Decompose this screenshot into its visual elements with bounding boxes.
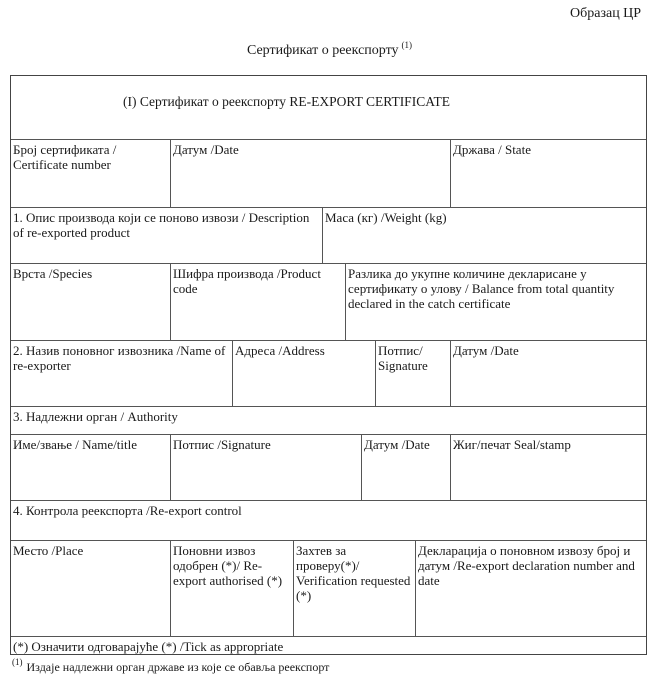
page-title bbox=[0, 40, 659, 59]
divider bbox=[11, 540, 646, 541]
certificate-form bbox=[10, 75, 647, 655]
divider bbox=[11, 500, 646, 501]
balance-field[interactable]: Разлика до укупне количине декларисане у сертификату о улову / Balance from total quantity declared in the catch certificate bbox=[348, 266, 615, 311]
reexporter-date-field[interactable]: Датум /Date bbox=[453, 343, 519, 358]
divider bbox=[450, 434, 451, 500]
divider bbox=[11, 207, 646, 208]
address-field[interactable]: Адреса /Address bbox=[235, 343, 325, 358]
divider bbox=[361, 434, 362, 500]
divider bbox=[450, 340, 451, 406]
divider bbox=[170, 139, 171, 207]
divider bbox=[170, 434, 171, 500]
divider bbox=[450, 139, 451, 207]
weight-field[interactable]: Маса (кг) /Weight (kg) bbox=[325, 210, 447, 225]
footnote-text: Издаје надлежни орган државе из које се обавља реекспорт bbox=[26, 660, 330, 674]
divider bbox=[11, 139, 646, 140]
certificate-header: (I) Сертификат о реекспорту RE-EXPORT CERTIFICATE bbox=[123, 94, 450, 109]
divider bbox=[170, 263, 171, 340]
authority-signature-field[interactable]: Потпис /Signature bbox=[173, 437, 271, 452]
title-text: Сертификат о реекспорту bbox=[246, 43, 399, 58]
divider bbox=[11, 434, 646, 435]
species-field[interactable]: Врста /Species bbox=[13, 266, 93, 281]
divider bbox=[415, 540, 416, 636]
divider bbox=[11, 636, 646, 637]
divider bbox=[293, 540, 294, 636]
divider bbox=[375, 340, 376, 406]
divider bbox=[345, 263, 346, 340]
product-description-field[interactable]: 1. Опис производа који се поново извози / Description of re-exported product bbox=[13, 210, 310, 240]
divider bbox=[322, 207, 323, 263]
authority-date-field[interactable]: Датум /Date bbox=[364, 437, 430, 452]
declaration-number-date-field[interactable]: Декларација о поновном извозу број и датум /Re-export declaration number and date bbox=[418, 543, 635, 588]
place-field[interactable]: Место /Place bbox=[13, 543, 84, 558]
reexport-control-section-label: 4. Контрола реекспорта /Re-export control bbox=[13, 503, 242, 518]
divider bbox=[11, 340, 646, 341]
verification-requested-checkbox[interactable]: Захтев за проверу(*)/ Verification requested (*) bbox=[296, 543, 411, 603]
product-code-field[interactable]: Шифра производа /Product code bbox=[173, 266, 321, 296]
form-code-label: Образац ЦР bbox=[570, 6, 642, 21]
divider bbox=[11, 406, 646, 407]
divider bbox=[170, 540, 171, 636]
divider bbox=[232, 340, 233, 406]
date-field[interactable]: Датум /Date bbox=[173, 142, 239, 157]
title-footnote-mark: (1) bbox=[401, 40, 413, 50]
tick-note: (*) Означити одговарајуће (*) /Tick as appropriate bbox=[13, 639, 284, 654]
authority-section-label: 3. Надлежни орган / Authority bbox=[13, 409, 178, 424]
seal-stamp-field[interactable]: Жиг/печат Seal/stamp bbox=[453, 437, 571, 452]
reexporter-signature-field[interactable]: Потпис/ Signature bbox=[378, 343, 428, 373]
certificate-number-field[interactable]: Број сертификата / Certificate number bbox=[13, 142, 117, 172]
footnote bbox=[12, 657, 329, 675]
divider bbox=[11, 263, 646, 264]
reexporter-name-field[interactable]: 2. Назив поновног извозника /Name of re-exporter bbox=[13, 343, 226, 373]
state-field[interactable]: Држава / State bbox=[453, 142, 531, 157]
reexport-authorised-checkbox[interactable]: Поновни извоз одобрен (*)/ Re-export authorised (*) bbox=[173, 543, 283, 588]
footnote-mark: (1) bbox=[12, 657, 23, 667]
name-title-field[interactable]: Име/звање / Name/title bbox=[13, 437, 138, 452]
